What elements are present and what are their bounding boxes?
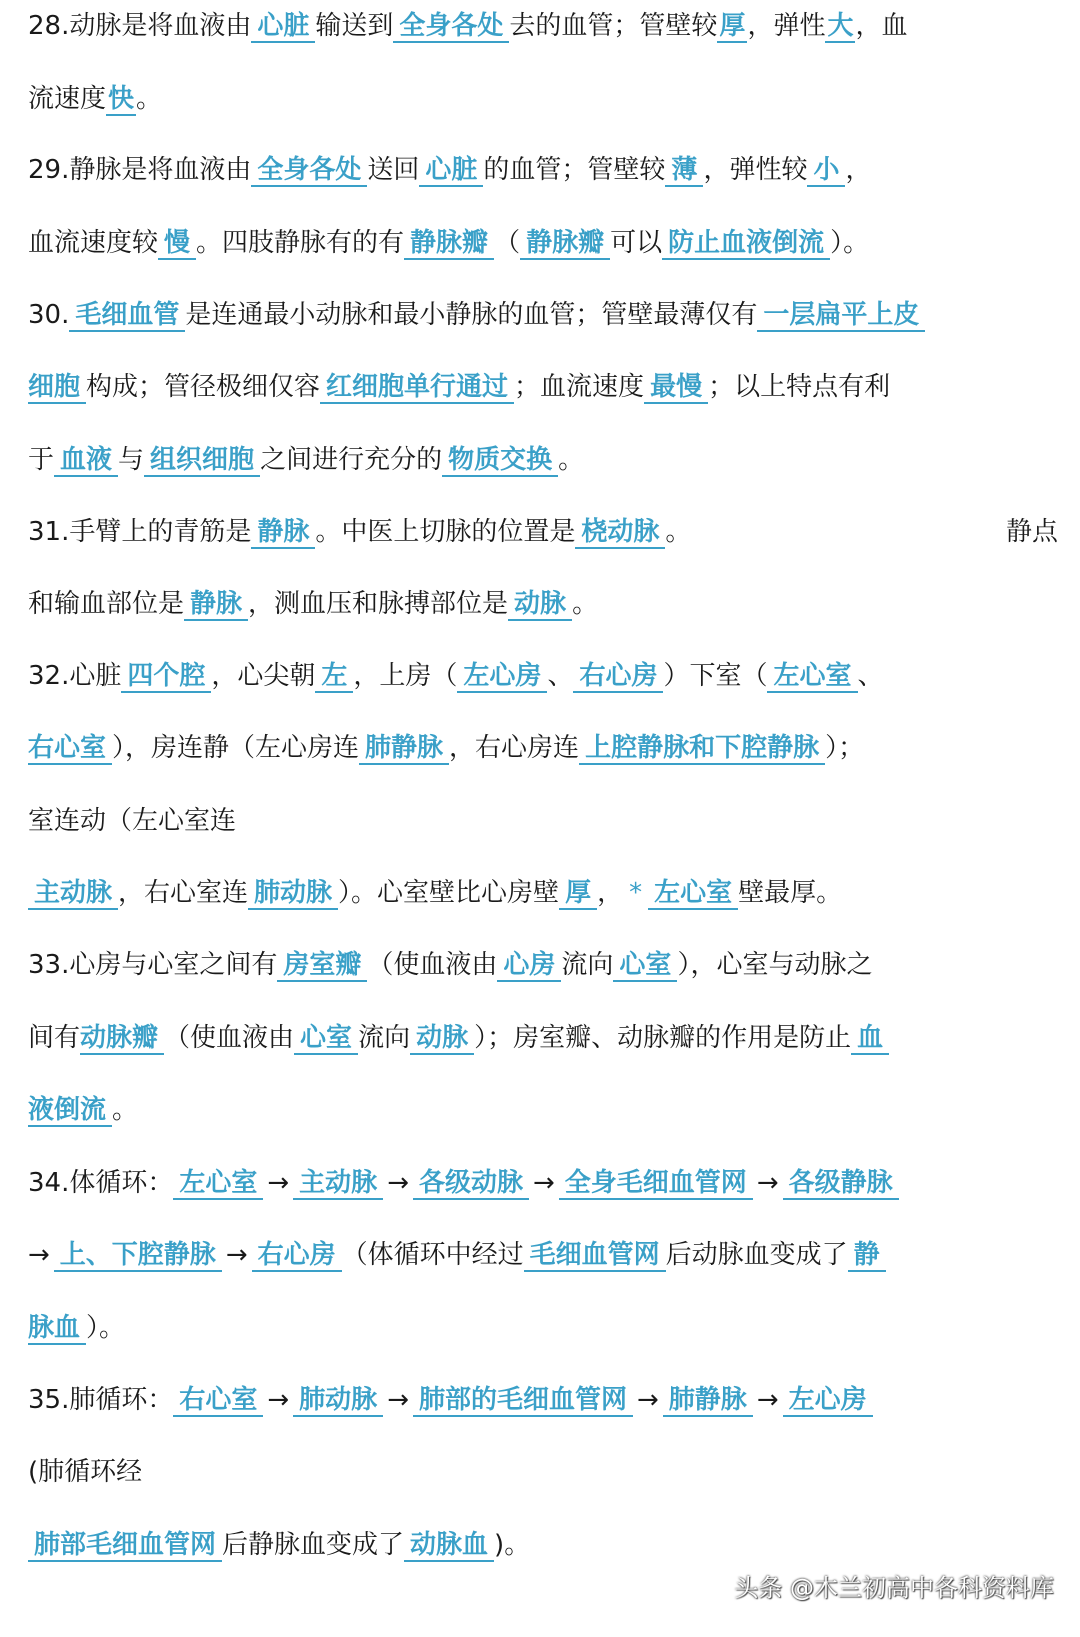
q30-line-2 (28, 370, 1058, 404)
static-text: 壁最厚。 (738, 878, 843, 908)
static-text: ）；房室瓣、动脉瓣的作用是防止 (474, 1023, 852, 1053)
q35-line-1 (28, 1383, 1058, 1417)
q34-line-2 (28, 1238, 1058, 1272)
answer-blank: 右心房 (573, 661, 663, 693)
answer-blank: 细胞 (28, 372, 86, 404)
static-text: 32.心脏 (28, 661, 122, 691)
static-text: 。 (665, 517, 692, 547)
answer-blank: 快 (108, 84, 135, 114)
answer-blank: 静 (848, 1240, 886, 1272)
static-text: 流速度 (28, 84, 107, 114)
static-text: 30. (28, 300, 70, 330)
answer-blank: 静脉 (184, 589, 248, 621)
answer-blank: 一层扁平上皮 (757, 300, 925, 332)
answer-blank: 静脉瓣 (404, 228, 494, 260)
answer-blank: 液倒流 (28, 1095, 112, 1127)
answer-blank: 组织细胞 (144, 445, 260, 477)
q33-line-1 (28, 948, 1058, 982)
static-text: ；血流速度 (514, 372, 645, 402)
static-text: （体循环中经过 (341, 1240, 524, 1270)
q32-line-4 (28, 876, 1058, 910)
q35-line-3 (28, 1528, 1058, 1562)
static-text: 、 (547, 661, 574, 691)
answer-blank: 动脉 (410, 1023, 474, 1055)
answer-blank: 全身各处 (251, 155, 367, 187)
answer-blank: 肺动脉 (248, 878, 338, 910)
static-text: 33.心房与心室之间有 (28, 950, 278, 980)
answer-blank: 红细胞单行通过 (320, 372, 514, 404)
arrow-icon: → (267, 1385, 290, 1415)
answer-blank: 左心房 (457, 661, 547, 693)
static-text: ，心尖朝 (211, 661, 316, 691)
static-text: 输送到 (315, 11, 394, 41)
arrow-icon: → (637, 1385, 659, 1415)
static-text: 35.肺循环： (28, 1385, 174, 1415)
static-text: ，弹性较 (703, 155, 808, 185)
answer-blank: 右心室 (173, 1385, 263, 1417)
arrow-icon: → (267, 1168, 290, 1198)
static-text: 。 (136, 84, 163, 114)
answer-blank: 右心室 (28, 733, 112, 765)
static-text: 、 (857, 661, 884, 691)
answer-blank: 大 (827, 11, 854, 41)
answer-blank: 心房 (497, 950, 561, 982)
static-text: ）下室（ (663, 661, 768, 691)
static-text: 28.动脉是将血液由 (28, 11, 252, 41)
q32-line-2 (28, 731, 1058, 765)
answer-blank: 心室 (294, 1023, 358, 1055)
static-text: 可以 (610, 228, 663, 258)
arrow-icon: → (28, 1240, 50, 1270)
asterisk-mark: * (629, 878, 643, 908)
q34-line-3 (28, 1311, 1058, 1345)
static-text: ，右心房连 (449, 733, 580, 763)
answer-blank: 主动脉 (293, 1168, 383, 1200)
answer-blank: 各级静脉 (783, 1168, 899, 1200)
answer-blank: 肺部毛细血管网 (28, 1530, 222, 1562)
static-text: 于 (28, 445, 55, 475)
watermark: 头条 @木兰初高中各科资料库 (734, 1574, 1054, 1602)
answer-blank: 心脏 (251, 11, 315, 43)
static-text: ，测血压和脉搏部位是 (248, 589, 509, 619)
q31-line-2 (28, 587, 1058, 621)
arrow-icon: → (756, 1168, 779, 1198)
answer-blank: 左心室 (648, 878, 738, 910)
static-text: ， (845, 155, 872, 185)
arrow-icon: → (533, 1168, 555, 1198)
q33-line-3 (28, 1093, 1058, 1127)
answer-blank: 右心房 (252, 1240, 342, 1272)
static-text: 构成；管径极细仅容 (86, 372, 321, 402)
q30-line-3 (28, 443, 1058, 477)
arrow-icon: → (756, 1385, 779, 1415)
static-text: 34.体循环： (28, 1168, 174, 1198)
static-text: 。 (572, 589, 599, 619)
static-text: 室连动（左心室连 (28, 806, 237, 836)
static-text: ；以上特点有利 (708, 372, 891, 402)
static-text: ，血 (855, 11, 908, 41)
answer-blank: 肺动脉 (293, 1385, 383, 1417)
static-text: ）。 (830, 228, 870, 258)
answer-blank: 肺静脉 (359, 733, 449, 765)
q32-line-3 (28, 804, 1058, 838)
answer-blank: 毛细血管网 (524, 1240, 666, 1272)
static-text: ，上房（ (353, 661, 458, 691)
answer-blank: 厚 (559, 878, 597, 910)
answer-blank: 厚 (719, 11, 746, 41)
static-text: ，弹性 (747, 11, 826, 41)
static-text: ）； (825, 733, 865, 763)
static-text: 。 (558, 445, 585, 475)
q29-line-1 (28, 153, 1058, 187)
static-text: 送回 (367, 155, 420, 185)
static-text: 流向 (561, 950, 614, 980)
answer-blank: 左心室 (767, 661, 857, 693)
answer-blank: 左心房 (783, 1385, 873, 1417)
answer-blank: 物质交换 (442, 445, 558, 477)
answer-blank: 毛细血管 (69, 300, 185, 332)
answer-blank: 慢 (158, 228, 196, 260)
answer-blank: 四个腔 (121, 661, 211, 693)
answer-blank: 血液 (54, 445, 118, 477)
answer-blank: 桡动脉 (575, 517, 665, 549)
static-text: 之间进行充分的 (260, 445, 443, 475)
static-text: （ (494, 228, 521, 258)
answer-blank: 防止血液倒流 (662, 228, 830, 260)
answer-blank: 上、下腔静脉 (54, 1240, 222, 1272)
answer-blank: 心室 (613, 950, 677, 982)
static-text: 后动脉血变成了 (665, 1240, 848, 1270)
static-text: 和输血部位是 (28, 589, 185, 619)
answer-blank: 薄 (665, 155, 703, 187)
answer-blank: 全身各处 (393, 11, 509, 43)
static-text: ），心室与动脉之 (677, 950, 873, 980)
answer-blank: 动脉瓣 (80, 1023, 164, 1055)
static-text: ，右心室连 (118, 878, 249, 908)
q28-line-1 (28, 9, 1058, 43)
q35-line-2 (28, 1455, 1058, 1489)
answer-blank: 小 (807, 155, 845, 187)
static-text: 血流速度较 (28, 228, 159, 258)
static-text: （使血液由 (367, 950, 498, 980)
static-text: 。 (112, 1095, 139, 1125)
static-text: )。 (494, 1530, 531, 1560)
static-text: ）。 (86, 1313, 126, 1343)
answer-blank: 全身毛细血管网 (559, 1168, 753, 1200)
static-text: (肺循环经 (28, 1457, 143, 1487)
q30-line-1 (28, 298, 1058, 332)
static-text: 后静脉血变成了 (222, 1530, 405, 1560)
answer-blank: 肺部的毛细血管网 (413, 1385, 633, 1417)
answer-blank: 主动脉 (28, 878, 118, 910)
q31-line-1-left (28, 515, 691, 549)
arrow-icon: → (225, 1240, 248, 1270)
q33-line-2 (28, 1021, 1058, 1055)
static-text: 。中医上切脉的位置是 (315, 517, 576, 547)
static-text: 间有 (28, 1023, 81, 1053)
answer-blank: 房室瓣 (277, 950, 367, 982)
answer-blank: 心脏 (419, 155, 483, 187)
q31-line-1 (28, 515, 1058, 549)
answer-blank: 左心室 (173, 1168, 263, 1200)
answer-blank: 动脉血 (404, 1530, 494, 1562)
static-text: 静点 (1005, 517, 1058, 547)
q28-line-2 (28, 82, 1058, 116)
q29-line-2 (28, 226, 1058, 260)
q34-line-1 (28, 1166, 1058, 1200)
static-text: ），房连静（左心房连 (112, 733, 360, 763)
answer-blank: 最慢 (644, 372, 708, 404)
static-text: 与 (118, 445, 145, 475)
static-text: 29.静脉是将血液由 (28, 155, 252, 185)
q32-line-1 (28, 659, 1058, 693)
answer-blank: 左 (315, 661, 353, 693)
static-text: ）。心室壁比心房壁 (338, 878, 560, 908)
answer-blank: 肺静脉 (663, 1385, 753, 1417)
answer-blank: 脉血 (28, 1313, 86, 1345)
static-text: 是连通最小动脉和最小静脉的血管；管壁最薄仅有 (185, 300, 758, 330)
arrow-icon: → (387, 1385, 409, 1415)
answer-blank: 各级动脉 (413, 1168, 529, 1200)
arrow-icon: → (387, 1168, 409, 1198)
static-text: 31.手臂上的青筋是 (28, 517, 252, 547)
answer-blank: 上腔静脉和下腔静脉 (579, 733, 825, 765)
answer-blank: 静脉 (251, 517, 315, 549)
answer-blank: 血 (851, 1023, 889, 1055)
static-text: 。四肢静脉有的有 (196, 228, 405, 258)
answer-blank: 动脉 (508, 589, 572, 621)
static-text: ， (597, 878, 624, 908)
static-text: （使血液由 (164, 1023, 295, 1053)
answer-blank: 静脉瓣 (520, 228, 610, 260)
static-text: 流向 (358, 1023, 411, 1053)
static-text: 去的血管；管壁较 (509, 11, 718, 41)
static-text: 的血管；管壁较 (483, 155, 666, 185)
